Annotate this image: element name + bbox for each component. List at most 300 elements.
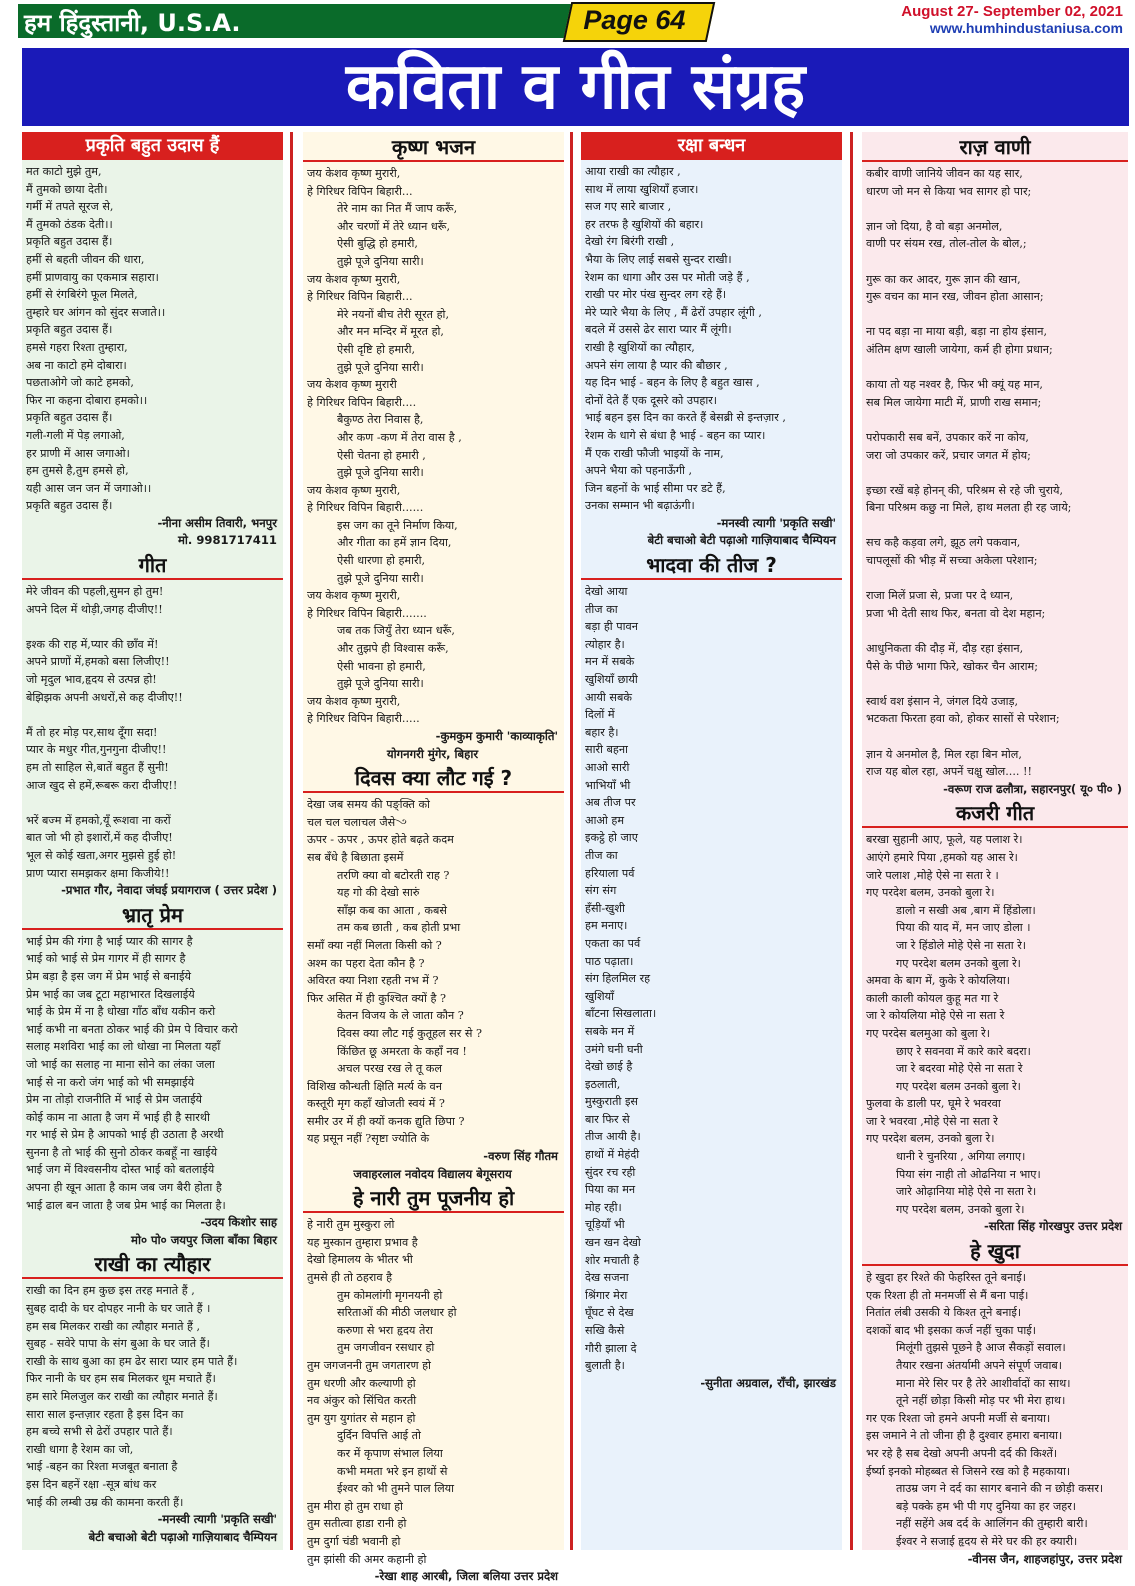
poem-line: तुम मीरा हो तुम राधा हो <box>307 1499 403 1513</box>
poem-line: हम सारे मिलजुल कर राखी का त्यौहार मनाते हैं। <box>26 1390 218 1403</box>
poem-line: तेरे नाम का नित मैं जाप करूँ, <box>337 202 458 216</box>
poem-title: हे नारी तुम पूजनीय हो <box>303 1185 564 1213</box>
poem-section <box>862 134 1128 798</box>
poem-line: बुलाती है। <box>585 1359 625 1373</box>
poem-body <box>862 1266 1128 1568</box>
poem-line: मैं तुमको ठंडक देती।। <box>26 217 113 231</box>
poem-line: राखी पर मोर पंख सुन्दर लग रहे हैं। <box>585 288 727 302</box>
poem-line: सज गए सारे बाजार , <box>585 200 672 214</box>
poem-line: सारा साल इन्तज़ार रहता है इस दिन का <box>26 1407 184 1421</box>
poem-line: गए परदेश बलम, उनको बुला रे। <box>866 1132 995 1146</box>
poem-title: राज़ वाणी <box>862 134 1128 162</box>
poem-line: जा रे बदरवा मोहे ऐसे ना सता रे <box>896 1062 1023 1076</box>
poem-line: मैं तो हर मोड़ पर,साथ दूँगा सदा! <box>26 725 158 739</box>
poem-line: पिया संग नाही तो ओढनिया न भाए। <box>896 1167 1041 1181</box>
poem-line: तुम झांसी की अमर कहानी हो <box>307 1552 427 1566</box>
poem-line: गर भाई से प्रेम है आपको भाई ही उठाता है अरथी <box>26 1128 224 1142</box>
poem-line: मन में सबके <box>585 655 635 669</box>
poem-line: रेशम का धागा और उस पर मोती जड़े हैं , <box>585 270 750 284</box>
author-credit: बेटी बचाओ बेटी पढ़ाओ गाज़ियाबाद चैम्पियन <box>647 533 836 548</box>
poem-line <box>866 728 1124 746</box>
poem-title: दिवस क्या लौट गई ? <box>303 765 564 793</box>
poem-body <box>22 580 283 900</box>
poem-line: मत काटो मुझे तुम, <box>26 165 102 178</box>
poem-line: जिन बहनों के भाई सीमा पर डटे हैं, <box>585 481 726 495</box>
poem-line: और चरणों में तेरे ध्यान धरूँ, <box>337 219 451 233</box>
poem-line: मेरे प्यारे भैया के लिए , मैं ढेरों उपहार लूंगी , <box>585 305 762 319</box>
poem-line: दशकों बाद भी इसका कर्ज नहीं चुका पाई। <box>866 1323 1036 1337</box>
author-credit: -सुनीता अग्रवाल, राँची, झारखंड <box>700 1375 836 1390</box>
poem-line: प्रेम ना तोड़ो राजनीति में भाई से प्रेम जताईये <box>26 1093 203 1107</box>
poem-line: जा रे हिंडोले मोहे ऐसे ना सता रे। <box>896 938 1027 952</box>
poem-section <box>22 132 283 550</box>
publication-bar <box>18 4 578 38</box>
poem-line: सच कहै कड़वा लगे, झूठ लगे पकवान, <box>866 536 1021 550</box>
poem-line: अपना ही खून आता है काम जब जग बैरी होता है <box>26 1181 222 1195</box>
author-credit: -वरूण राज ढलौत्रा, सहारनपुर( यू० पी० ) <box>943 781 1122 796</box>
poem-line: ताउम्र जग ने दर्द का सागर बनाने की न छोड़ी कसर। <box>896 1482 1104 1496</box>
poem-line: अपने संग लाया है प्यार की बौछार , <box>585 358 728 372</box>
poem-line: गौरी झाला दे <box>585 1341 637 1355</box>
poem-title: भादवा की तीज ? <box>581 552 842 580</box>
poem-line: गए परदेश बलम, उनको बुला रे। <box>866 886 995 900</box>
poem-line: राखी है खुशियों का त्यौहार, <box>585 340 695 354</box>
poem-line: ऐसी धारणा हो हमारी, <box>337 554 426 568</box>
poem-line <box>866 675 1124 693</box>
poem-line: सारी बहना <box>585 743 628 757</box>
poem-line: बड़ा ही पावन <box>585 620 638 634</box>
poem-line: आओ हम <box>585 813 625 827</box>
column-4 <box>862 132 1128 1566</box>
poem-line: और मन मन्दिर में मूरत हो, <box>337 325 444 339</box>
poem-line: आयी सबके <box>585 690 632 704</box>
poem-body <box>303 1213 564 1585</box>
poem-line: भैया के लिए लाई सबसे सुन्दर राखी। <box>585 252 732 266</box>
poem-line: कर में कृपाण संभाल लिया <box>337 1446 443 1460</box>
poem-line: प्रकृति बहुत उदास हैं। <box>26 411 113 425</box>
poem-line <box>866 359 1124 377</box>
poem-section <box>303 134 564 763</box>
poem-line: घूँघट से देख <box>585 1306 634 1320</box>
poem-line: देखो छाई है <box>585 1060 633 1074</box>
poem-line: जारे पलाश ,मोहे ऐसे ना सता रे । <box>866 868 999 882</box>
poem-line: जरा जो उपकार करें, प्रचार जगत में होय; <box>866 448 1031 462</box>
poem-line: कभी ममता भरे इन हाथों से <box>337 1464 448 1478</box>
poem-line: फिर ना कहना दोबारा हमको।। <box>26 393 148 407</box>
poem-line: मेरे जीवन की पहली,सुमन हो तुम! <box>26 585 164 599</box>
poem-section <box>862 1238 1128 1568</box>
poem-title: राखी का त्यौहार <box>22 1251 283 1279</box>
poem-line: बैकुण्ठ तेरा निवास है, <box>337 413 424 427</box>
author-credit: योगनगरी मुंगेर, बिहार <box>386 746 479 761</box>
poem-line: आया राखी का त्यौहार , <box>585 165 681 178</box>
author-credit: -मनस्वी त्यागी 'प्रकृति सखी' <box>157 1512 277 1527</box>
poem-line: हे गिरिधर विपिन बिहारी... <box>307 290 413 304</box>
poem-line: तुझे पूजे दुनिया सारी। <box>337 466 424 480</box>
poem-body <box>22 160 283 550</box>
poem-line: हम मनाए। <box>585 919 628 933</box>
poem-line: भूल से कोई खता,अगर मुझसे हुई हो! <box>26 848 177 862</box>
poem-line: वाणी पर संयम रख, तोल-तोल के बोल,; <box>866 237 1027 251</box>
poem-line: दोनों देते हैं एक दूसरे को उपहार। <box>585 393 718 407</box>
poem-line: ना पद बड़ा ना माया बड़ी, बड़ा ना होय इंसान, <box>866 325 1048 339</box>
poem-line: उनका सम्मान भी बढ़ाऊंगी। <box>585 499 695 513</box>
poem-line: चापलूसों की भीड़ में सच्चा अकेला परेशान; <box>866 554 1038 568</box>
poem-line: चल चल चलाचल जैसे꣼ <box>307 815 407 829</box>
poem-line: सुंदर रच रही <box>585 1165 636 1179</box>
poem-line: हे नारी तुम मुस्कुरा लो <box>307 1218 395 1232</box>
poem-title: कजरी गीत <box>862 800 1128 828</box>
author-credit: -सरिता सिंह गोरखपुर उत्तर प्रदेश <box>984 1219 1122 1234</box>
poem-line: ज्ञान ये अनमोल है, मिल रहा बिन मोल, <box>866 747 1022 761</box>
poem-line: नहीं सहेंगे अब दर्द के आलिंगन की तुम्हारी बारी। <box>896 1517 1088 1531</box>
poem-line: राखी धागा है रेशम का जो, <box>26 1442 134 1456</box>
poem-line <box>866 464 1124 482</box>
poem-line: पिया की याद में, मन जाए डोला । <box>896 921 1031 935</box>
poem-line: फिर असित में ही कुश्चित क्यों है ? <box>307 991 446 1005</box>
poem-line: सब मिल जायेगा माटी में, प्राणी राख समान; <box>866 395 1042 409</box>
author-credit: -नीना असीम तिवारी, भनपुर <box>157 515 277 530</box>
poem-line: इठलाती, <box>585 1077 621 1091</box>
page-number: Page 64 <box>583 5 686 35</box>
poem-title: गीत <box>22 552 283 580</box>
author-credit: जवाहरलाल नवोदय विद्यालय बेगूसराय <box>353 1166 512 1181</box>
poem-line: साँझ कब का आता , कबसे <box>337 903 447 917</box>
poem-line: यह गो की देखो सारुं <box>337 886 420 900</box>
poem-line: प्रकृति बहुत उदास हैं। <box>26 499 113 513</box>
poem-section <box>303 1185 564 1585</box>
poem-line: ज्ञान जो दिया, है वो बड़ा अनमोल, <box>866 219 1003 233</box>
poem-line <box>866 411 1124 429</box>
poem-line: धारण जो मन से किया भव सागर हो पार; <box>866 184 1032 198</box>
poem-line: सब बँधे है बिछाता इसमें <box>307 850 404 864</box>
poem-line: गए परदेश बलम, उनको बुला रे। <box>896 1202 1025 1216</box>
poem-line: प्रेम बड़ा है इस जग में प्रेम भाई से बनाईये <box>26 969 191 983</box>
poem-line: यह प्रसून नहीं ?सृष्टा ज्योति के <box>307 1132 430 1146</box>
poem-line <box>26 794 279 812</box>
poem-line: त्योहार है। <box>585 637 625 651</box>
poem-line <box>866 570 1124 588</box>
column-1 <box>22 132 283 1550</box>
poem-line: तूने नहीं छोड़ा किसी मोड़ पर भी मेरा हाथ। <box>896 1394 1066 1408</box>
poem-line: ईश्वर ने सजाई हृदय से मेरे घर की हर क्यारी। <box>896 1534 1078 1548</box>
page-number-box <box>563 2 716 42</box>
poem-line: भाई ढाल बन जाता है जब प्रेम भाई का मिलता है। <box>26 1198 226 1212</box>
poem-body <box>862 162 1128 798</box>
poem-line: जय केशव कृष्ण मुरारी <box>307 378 397 392</box>
poem-body <box>862 828 1128 1236</box>
poem-line: पैसे के पीछे भागा फिरे, खोकर चैन आराम; <box>866 659 1039 673</box>
poem-line: और तुझपे ही विश्वास करूँ, <box>337 642 449 656</box>
poem-line: यह मुस्कान तुम्हारा प्रभाव है <box>307 1235 418 1249</box>
poem-line: स्वार्थ वश इंसान ने, जंगल दिये उजाड़, <box>866 694 1019 708</box>
poem-line: पाठ पढ़ाता। <box>585 954 634 968</box>
poem-line: तैयार रखना अंतर्यामी अपने संपूर्ण जवाब। <box>896 1359 1063 1372</box>
poem-line: मैं एक राखी फौजी भाइयों के नाम, <box>585 446 724 460</box>
poem-line: बिना परिश्रम कछु ना मिले, हाथ मलता ही रह जाये; <box>866 501 1072 515</box>
poem-line: सुबह - सवेरे पापा के संग बुआ के घर जाते हैं। <box>26 1337 210 1351</box>
poem-line: इश्क की राह में,प्यार की छाँव में! <box>26 637 159 651</box>
poem-line: ऊपर - ऊपर , ऊपर होते बढ़ते कदम <box>307 833 454 847</box>
poem-line: साथ में लाया खुशियाँ हजार। <box>585 182 699 196</box>
poem-line <box>26 618 279 636</box>
poem-body <box>22 1279 283 1546</box>
poem-line: आधुनिकता की दौड़ में, दौड़ रहा इंसान, <box>866 642 1024 656</box>
author-credit: -वीनस जैन, शाहजहांपुर, उत्तर प्रदेश <box>967 1551 1122 1566</box>
poem-title: हे खुदा <box>862 1238 1128 1266</box>
poem-line: ईर्ष्या इनको मोहब्बत से जिसने रख को है महकाया। <box>866 1464 1071 1478</box>
publication-name: हम हिंदुस्तानी, U.S.A. <box>24 9 241 37</box>
poem-line: जा रे भवरवा ,मोहे ऐसे ना सता रे <box>866 1114 998 1128</box>
poem-line: भाई जग में विश्वसनीय दोस्त भाई को बतलाईये <box>26 1163 215 1177</box>
poem-section <box>22 902 283 1250</box>
poem-section <box>303 765 564 1183</box>
poem-line: प्रकृति बहुत उदास हैं। <box>26 323 113 337</box>
website-link[interactable]: www.humhindustaniusa.com <box>929 20 1123 36</box>
poem-line: हे गिरिधर विपिन बिहारी..... <box>307 712 420 726</box>
poem-line: अब तीज पर <box>585 796 636 810</box>
poem-line: किंछित छू अमरता के कहाँ नव ! <box>337 1044 467 1058</box>
poem-line: गली-गली में पेड़ लगाओ, <box>26 428 125 442</box>
poem-line: सरिताओं की मीठी जलधार हो <box>337 1306 457 1320</box>
poem-line: बहार है। <box>585 725 619 739</box>
poem-line: जो भाई का सलाह ना माना सोने का लंका जला <box>26 1057 215 1071</box>
poem-line: भाभियाँ भी <box>585 778 631 792</box>
poem-line: हमीं से बहती जीवन की धारा, <box>26 252 145 266</box>
column-divider <box>850 132 853 1550</box>
poem-section <box>581 552 842 1392</box>
poem-line: जय केशव कृष्ण मुरारी, <box>307 167 401 180</box>
poem-line: जय केशव कृष्ण मुरारी, <box>307 589 401 603</box>
poem-line: चूड़ियाँ भी <box>585 1218 625 1232</box>
poem-body <box>303 793 564 1183</box>
poem-line <box>866 200 1124 218</box>
poem-line: तुम धरणी और कल्याणी हो <box>307 1376 416 1390</box>
poem-line: प्रेम भाई का जब टूटा महाभारत दिखलाईये <box>26 987 195 1001</box>
poem-line: भाई के प्रेम में ना है धोखा गाँठ बाँध यकीन करो <box>26 1005 216 1019</box>
poem-line: और कण -कण में तेरा वास है , <box>337 430 462 444</box>
poem-line: गर एक रिश्ता जो हमने अपनी मर्जी से बनाया। <box>866 1411 1051 1425</box>
poem-line <box>26 706 279 724</box>
poem-line: प्यार के मधुर गीत,गुनगुना दीजीए!! <box>26 743 167 757</box>
poem-line: देखा जब समय की पङ्क्ति को <box>307 798 430 812</box>
poem-line: तुम जगजननी तुम जगतारण हो <box>307 1359 431 1372</box>
poem-line: शोर मचाती है <box>585 1253 640 1267</box>
poem-line: दुर्दिन विपत्ति आई तो <box>337 1429 421 1443</box>
poem-line: काली काली कोयल कुहू मत गा रे <box>866 991 999 1005</box>
poem-section <box>862 800 1128 1236</box>
poem-line: बेझिझक अपनी अधरों,से कह दीजीए!! <box>26 690 183 704</box>
poem-line: अंतिम क्षण खाली जायेगा, कर्म ही होगा प्रधान; <box>866 342 1053 356</box>
poem-line: कोई काम ना आता है जग में भाई ही है सारथी <box>26 1110 210 1124</box>
poem-section <box>22 1251 283 1546</box>
poem-line: काया तो यह नश्वर है, फिर भी क्यूं यह मान, <box>866 378 1043 392</box>
poem-line: जय केशव कृष्ण मुरारी, <box>307 483 401 497</box>
poem-line: हर प्राणी में आस जगाओ। <box>26 446 130 460</box>
poem-line: तीज का <box>585 848 618 862</box>
author-credit: -मनस्वी त्यागी 'प्रकृति सखी' <box>716 515 836 530</box>
poem-line: तम कब छाती , कब होती प्रभा <box>337 921 461 935</box>
poem-line: आज खुद से हमें,रूबरू करा दीजीए!! <box>26 778 178 792</box>
poem-line: अपने दिल में थोड़ी,जगह दीजीए!! <box>26 602 163 616</box>
poem-body <box>581 160 842 550</box>
poem-line: हे गिरिधर विपिन बिहारी....... <box>307 606 427 620</box>
poem-line: ऐसी चेतना हो हमारी , <box>337 448 426 462</box>
poem-title: भ्रातृ प्रेम <box>22 902 283 930</box>
poem-line: हमीं प्राणवायु का एकमात्र सहारा। <box>26 270 159 284</box>
poem-line: मुस्कुराती इस <box>585 1095 638 1109</box>
poem-line: तुमसे ही तो ठहराव है <box>307 1271 393 1285</box>
poem-line: यही आस जन जन में जगाओ।। <box>26 481 152 495</box>
poem-line: हे गिरिधर विपिन बिहारी...... <box>307 501 424 515</box>
poem-title: प्रकृति बहुत उदास हैं <box>22 132 283 160</box>
poem-line: खुशियाँ छायी <box>585 673 638 687</box>
poem-line: फिर नानी के घर हम सब मिलकर धूम मचाते हैं। <box>26 1372 216 1386</box>
issue-date: August 27- September 02, 2021 <box>901 3 1123 20</box>
author-credit: -प्रभात गौर, नेवादा जंघई प्रयागराज ( उत्तर प्रदेश ) <box>61 883 277 898</box>
poem-line: ईश्वर को भी तुमने पाल लिया <box>337 1482 455 1496</box>
poem-line: तुझे पूजे दुनिया सारी। <box>337 677 424 691</box>
column-3 <box>581 132 842 1550</box>
poem-line <box>866 517 1124 535</box>
poem-line: देखो आया <box>585 585 628 599</box>
poem-line: भाई से ना करो जंग भाई को भी समझाईये <box>26 1075 195 1089</box>
poem-line: ऐसी भावना हो हमारी, <box>337 659 426 673</box>
poem-line: हरियाला पर्व <box>585 866 635 880</box>
poem-line: नव अंकुर को सिंचित करती <box>307 1394 417 1408</box>
poem-line: खुशियाँ <box>585 989 615 1003</box>
poem-line: हम बच्चे सभी से ढेरों उपहार पाते हैं। <box>26 1425 173 1439</box>
poem-line: सलाह मशविरा भाई का लो धोखा ना मिलता यहाँ <box>26 1040 221 1054</box>
poem-line: अविरत क्या निशा रहती नभ में ? <box>307 974 439 988</box>
poem-line: हे गिरिधर विपिन बिहारी.... <box>307 395 417 409</box>
poem-line <box>866 622 1124 640</box>
poem-line: डालो न सखी अब ,बाग में हिंडोला। <box>896 903 1036 917</box>
poem-line: हाथों में मेहंदी <box>585 1148 640 1162</box>
poem-line: पिया का मन <box>585 1183 636 1197</box>
poem-line: करुणा से भरा हृदय तेरा <box>337 1323 433 1337</box>
poem-line: हर तरफ है खुशियों की बहार। <box>585 217 704 231</box>
poem-line: भर रहे है सब देखो अपनी अपनी दर्द की किश्तें। <box>866 1446 1058 1460</box>
section-banner <box>22 48 1129 126</box>
poem-line <box>866 306 1124 324</box>
poem-line: जय केशव कृष्ण मुरारी, <box>307 694 401 708</box>
poem-line: रेशम के धागे से बंधा है भाई - बहन का प्यार। <box>585 428 766 442</box>
poem-line: भाई बहन इस दिन का करते हैं बेसब्री से इन्तज़ार , <box>585 411 786 425</box>
poem-line: तुम सतीत्वा हाडा रानी हो <box>307 1517 407 1531</box>
poem-line <box>866 253 1124 271</box>
poem-line: इस जग का तूने निर्माण किया, <box>337 518 458 532</box>
author-credit: -वरुण सिंह गौतम <box>483 1149 558 1164</box>
poem-line: जब तक जियुँ तेरा ध्यान धरूँ, <box>337 624 455 638</box>
poem-line: राजा मिलें प्रजा से, प्रजा पर दे ध्यान, <box>866 589 1014 603</box>
poem-line: देखो हिमालय के भीतर भी <box>307 1253 413 1267</box>
poem-line: नितांत लंबी उसकी ये किश्त तूने बनाई। <box>866 1306 1022 1320</box>
poem-line: अपने भैया को पहनाऊँगी , <box>585 464 693 478</box>
poem-line: परोपकारी सब बनें, उपकार करें ना कोय, <box>866 430 1029 444</box>
poem-line: हँसी-खुशी <box>585 901 625 915</box>
poem-line: दिलों में <box>585 708 615 722</box>
poem-line: तुम युग युगांतर से महान हो <box>307 1411 416 1425</box>
poem-line: धानी रे चुनरिया , अगिया लगाए। <box>896 1150 1026 1164</box>
poem-line: भरें बज्म में हमको,यूँ रूशवा ना करों <box>26 813 171 827</box>
poem-line: माना मेरे सिर पर है तेरे आशीर्वादों का साथ। <box>896 1376 1071 1390</box>
poem-line: ऐसी बुद्धि हो हमारी, <box>337 237 418 251</box>
poem-line: भाई -बहन का रिश्ता मजबूत बनाता है <box>26 1460 178 1474</box>
poem-body <box>22 930 283 1250</box>
poem-line: बदले में उससे ढेर सारा प्यार मैं लूंगी। <box>585 323 732 337</box>
poem-line: अमवा के बाग में, कुके रे कोयलिया। <box>866 974 1010 988</box>
poem-line: संग हिलमिल रह <box>585 972 651 986</box>
poem-line: जारे ओढ़ानिया मोहे ऐसे ना सता रे। <box>896 1185 1037 1199</box>
author-credit: -कुमकुम कुमारी 'काव्याकृति' <box>435 729 558 743</box>
poem-line: बरखा सुहानी आए, फूले, यह पलाश रे। <box>866 833 1023 847</box>
poem-line: मिलूंगी तुझसे पूछने है आज सैकड़ों सवाल। <box>896 1341 1066 1355</box>
poem-line: तुम कोमलांगी मृगनयनी हो <box>337 1288 443 1302</box>
poem-line: भाई की लम्बी उम्र की कामना करती हैं। <box>26 1495 184 1509</box>
poem-line: भाई कभी ना बनता ठोकर भाई की प्रेम पे विचार करो <box>26 1022 238 1036</box>
poem-line: सखि कैसे <box>585 1324 625 1337</box>
column-divider <box>570 132 573 1550</box>
poem-section <box>22 552 283 900</box>
poem-line: तरणि क्या वो बटोरती राह ? <box>337 868 450 882</box>
poem-line: सबके मन में <box>585 1024 635 1038</box>
poem-line: इच्छा रखें बड़े होनन् की, परिश्रम से रहे जी चुराये, <box>866 483 1064 497</box>
poem-line: गए परदेश बलम उनको बुला रे। <box>896 956 1021 970</box>
poem-line: भाई प्रेम की गंगा है भाई प्यार की सागर है <box>26 934 193 948</box>
poem-title: रक्षा बन्धन <box>581 132 842 160</box>
poem-line: देखो रंग बिरंगी राखी , <box>585 235 675 249</box>
poem-line: सुबह दादी के घर दोपहर नानी के घर जाते हैं । <box>26 1302 211 1316</box>
poem-line: देख सजना <box>585 1271 629 1285</box>
poem-line: तुम्हारे घर आंगन को सुंदर सजाते।। <box>26 305 166 319</box>
poem-title: कृष्ण भजन <box>303 134 564 162</box>
author-credit: -उदय किशोर साह <box>200 1215 277 1230</box>
poem-line: भटकता फिरता हवा को, होकर सासों से परेशान; <box>866 712 1060 726</box>
poem-line: आओ सारी <box>585 761 630 774</box>
poem-line: एक रिश्ता ही तो मनमर्जी से मैं बना पाई। <box>866 1288 1029 1302</box>
poem-line: केतन विजय के ले जाता कौन ? <box>337 1009 464 1023</box>
poem-line: भाई को भाई से प्रेम गागर में ही सागर है <box>26 952 186 966</box>
poem-line: सुनना है तो भाई की सुनो ठोकर कबहूँ ना खाईये <box>26 1145 218 1159</box>
poem-line: फुलवा के डाली पर, घूमे रे भवरवा <box>866 1097 1001 1111</box>
poem-line: तुझे पूजे दुनिया सारी। <box>337 254 424 268</box>
poem-line: प्रजा भी देती साथ फिर, बनता वो देश महान; <box>866 606 1046 620</box>
poem-line: समाँ क्या नहीं मिलता किसी को ? <box>307 938 442 952</box>
poem-line: गुरू वचन का मान रख, जीवन होता आसान; <box>866 290 1044 304</box>
poem-line: बात जो भी हो इशारों,में कह दीजीए! <box>26 831 173 845</box>
poem-line: राज यह बोल रहा, अपनें चक्षु खोल.... !! <box>866 765 1033 779</box>
poem-line: तीज का <box>585 602 618 616</box>
poem-line: मेरे नयनों बीच तेरी सूरत हो, <box>337 307 450 321</box>
poem-line: इस दिन बहनें रक्षा -सूत्र बांध कर <box>26 1477 157 1491</box>
poem-line: कबीर वाणी जानिये जीवन का यह सार, <box>866 167 1023 180</box>
column-divider <box>290 132 293 1550</box>
poem-line: इस जमाने ने तो जीना ही है दुश्वार हमारा बनाया। <box>866 1429 1063 1443</box>
poem-line: जय केशव कृष्ण मुरारी, <box>307 272 401 286</box>
poem-line: ऐसी दृष्टि हो हमारी, <box>337 342 416 356</box>
poem-line: प्रकृति बहुत उदास हैं। <box>26 235 113 249</box>
poem-line: और गीता का हमें ज्ञान दिया, <box>337 536 452 550</box>
banner-title: कविता व गीत संग्रह <box>345 50 806 124</box>
poem-line: जा रे कोयलिया मोहे ऐसे ना सता रे <box>866 1009 1005 1023</box>
poem-line: समीर उर में ही क्यों कनक द्युति छिपा ? <box>307 1114 465 1128</box>
poem-line: यह दिन भाई - बहन के लिए है बहुत खास , <box>585 376 760 390</box>
poem-line: जो मृदुल भाव,हृदय से उत्पन्न हो! <box>26 673 157 687</box>
poem-line: मैं तुमको छाया देती। <box>26 182 108 196</box>
poem-line: राखी के साथ बुआ का हम ढेर सारा प्यार हम पाते हैं। <box>26 1354 238 1368</box>
poem-line: खन खन देखो <box>585 1236 641 1250</box>
